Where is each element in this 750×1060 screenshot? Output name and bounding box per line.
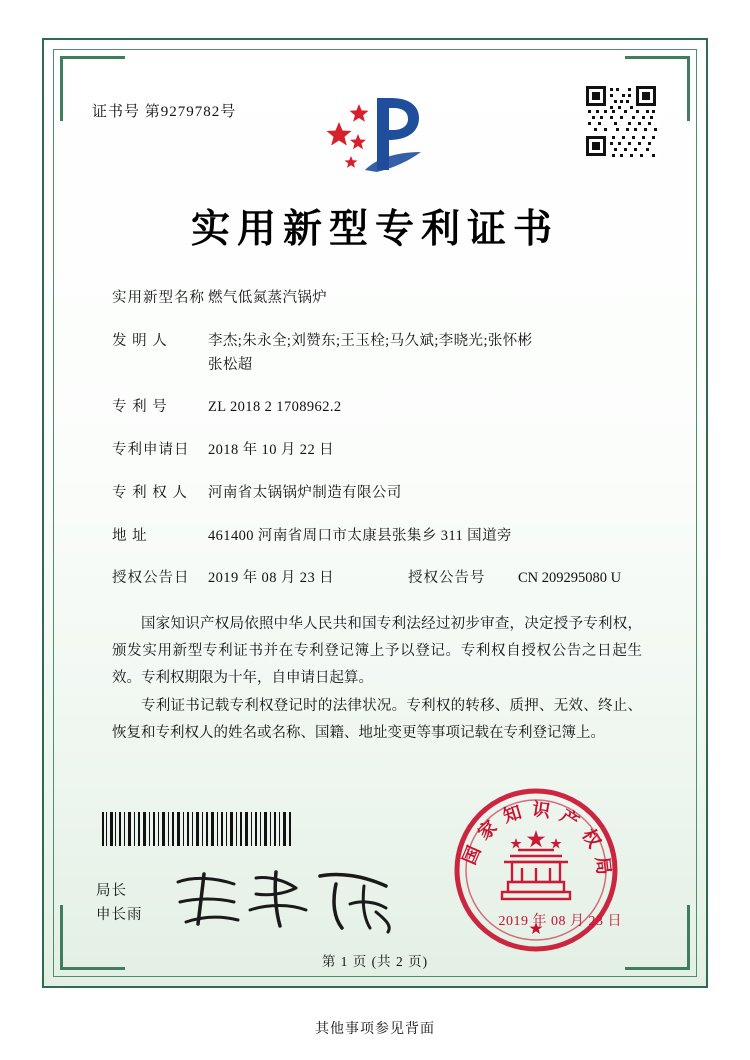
field-label: 专利申请日 <box>112 442 190 458</box>
field-value-group <box>208 331 644 377</box>
field-row-address <box>112 526 644 548</box>
field-row-application-date <box>112 440 644 462</box>
page-number: 第 1 页 (共 2 页) <box>321 954 429 969</box>
field-value: 河南省太锅锅炉制造有限公司 <box>208 484 402 501</box>
field-value-grant-number: CN 209295080 U <box>518 570 622 587</box>
patent-certificate <box>42 38 708 988</box>
field-row-grant-announcement <box>112 568 644 590</box>
field-label-grant-date: 授权公告日 <box>112 570 190 587</box>
field-row-patentee <box>112 483 644 505</box>
field-row-patent-number <box>112 397 644 419</box>
signature-block <box>96 880 143 928</box>
field-value: 461400 河南省周口市太康县张集乡 311 国道旁 <box>208 527 512 544</box>
field-value: 燃气低氮蒸汽锅炉 <box>208 290 328 306</box>
field-label: 专 利 权 人 <box>112 484 188 501</box>
field-label: 地 址 <box>112 527 148 544</box>
field-label: 发 明 人 <box>112 332 168 349</box>
field-value-grant-date: 2019 年 08 月 23 日 <box>208 570 335 587</box>
seal-date: 2019 年 08 月 23 日 <box>498 914 622 929</box>
field-value: 李杰;朱永全;刘赞东;王玉栓;马久斌;李晓光;张怀彬 <box>208 332 533 349</box>
field-row-inventors <box>112 331 644 377</box>
cnipa-logo-icon <box>315 84 435 184</box>
field-label: 实用新型名称 <box>112 290 205 306</box>
field-label-grant-number: 授权公告号 <box>408 570 486 587</box>
legal-text <box>92 611 658 747</box>
field-list <box>92 288 658 590</box>
certificate-number: 证书号 第9279782号 <box>92 104 237 120</box>
legal-paragraph-2: 专利证书记载专利权登记时的法律状况。专利权的转移、质押、无效、终止、恢复和专利权人的姓名或名称、国籍、地址变更等事项记载在专利登记簿上。 <box>112 698 642 742</box>
legal-paragraph-1: 国家知识产权局依照中华人民共和国专利法经过初步审查，决定授予专利权，颁发实用新型专利证书并在专利登记簿上予以登记。专利权自授权公告之日起生效。专利权期限为十年，自申请日起算。 <box>112 616 642 686</box>
director-title-label: 局长 <box>96 883 127 900</box>
field-value: ZL 2018 2 1708962.2 <box>208 399 342 416</box>
footer-note: 其他事项参见背面 <box>315 1022 435 1037</box>
barcode-icon <box>102 812 292 846</box>
svg-text:国家知识产权局: 国家知识产权局 <box>459 798 616 885</box>
field-value-second-line: 张松超 <box>208 356 253 373</box>
field-row-utility-model-name <box>112 288 644 310</box>
qr-code-icon <box>584 84 658 158</box>
handwritten-signature-icon <box>164 864 414 934</box>
field-value: 2018 年 10 月 22 日 <box>208 442 335 458</box>
page-title: 实用新型专利证书 <box>190 206 559 252</box>
field-label: 专 利 号 <box>112 399 168 416</box>
director-name-label: 申长雨 <box>96 907 143 924</box>
certificate-header <box>92 84 658 192</box>
